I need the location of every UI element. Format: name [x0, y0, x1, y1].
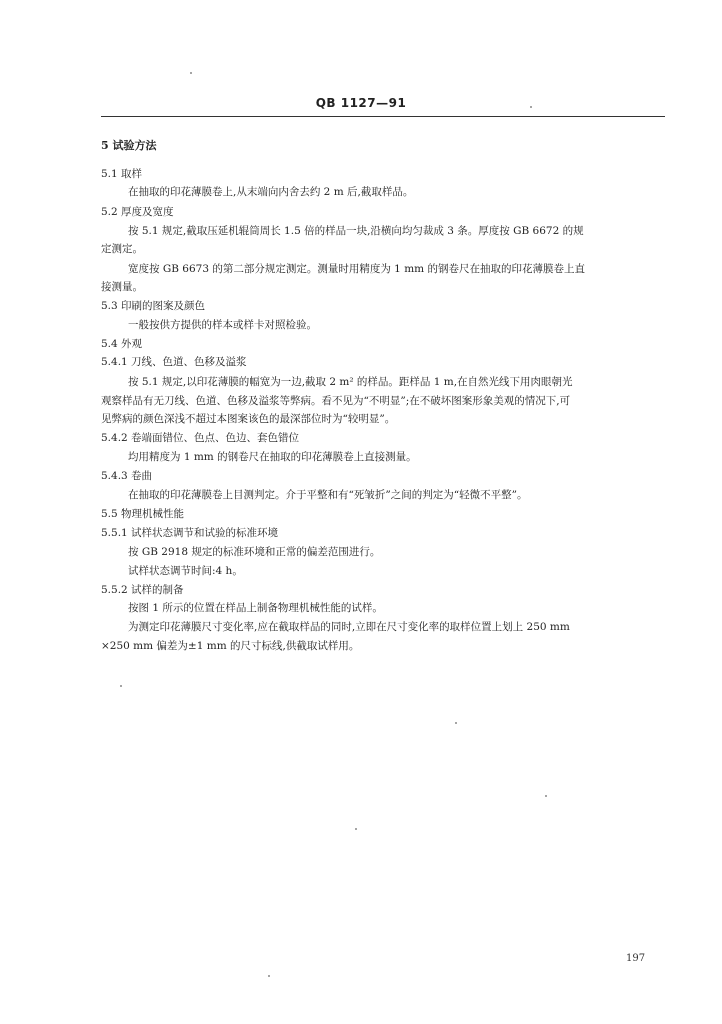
heading-5-5-2: 5.5.2 试样的制备 — [101, 584, 184, 596]
paragraph-line: 在抽取的印花薄膜卷上,从末端向内舍去约 2 m 后,截取样品。 — [128, 186, 414, 198]
paragraph-line: 按 5.1 规定,截取压延机辊筒周长 1.5 倍的样品一块,沿横向均匀裁成 3 条。厚度按 GB 6672 的规 — [128, 225, 584, 237]
paragraph-line: 按 GB 2918 规定的标准环境和正常的偏差范围进行。 — [128, 546, 381, 558]
section-title: 5 试验方法 — [101, 139, 157, 152]
scan-speck — [190, 72, 192, 74]
paragraph-line: 试样状态调节时间:4 h。 — [128, 565, 243, 577]
paragraph-line: 宽度按 GB 6673 的第二部分规定测定。测量时用精度为 1 mm 的钢卷尺在抽取的印花薄膜卷上直 — [128, 263, 585, 275]
paragraph-line: ×250 mm 偏差为±1 mm 的尺寸标线,供截取试样用。 — [101, 640, 360, 652]
paragraph-line: 为测定印花薄膜尺寸变化率,应在截取样品的同时,立即在尺寸变化率的取样位置上划上 250 mm — [128, 621, 570, 633]
heading-5-5: 5.5 物理机械性能 — [101, 508, 185, 520]
heading-5-4-3: 5.4.3 卷曲 — [101, 470, 153, 482]
heading-5-1: 5.1 取样 — [101, 168, 143, 180]
scan-speck — [455, 722, 457, 724]
paragraph-line: 在抽取的印花薄膜卷上目测判定。介于平整和有“死皱折”之间的判定为“轻微不平整”。 — [128, 489, 528, 501]
paragraph-line: 定测定。 — [101, 243, 143, 255]
paragraph-line: 接测量。 — [101, 281, 143, 293]
paragraph-line: 一般按供方提供的样本或样卡对照检验。 — [128, 319, 317, 331]
paragraph-line: 按 5.1 规定,以印花薄膜的幅宽为一边,截取 2 m² 的样品。距样品 1 m,在自然光线下用肉眼朝光 — [128, 376, 573, 388]
heading-5-4: 5.4 外观 — [101, 338, 143, 350]
scan-speck — [120, 685, 122, 687]
heading-5-5-1: 5.5.1 试样状态调节和试验的标准环境 — [101, 527, 279, 539]
scan-speck — [268, 975, 270, 977]
paragraph-line: 均用精度为 1 mm 的钢卷尺在抽取的印花薄膜卷上直接测量。 — [128, 451, 417, 463]
scan-speck — [530, 106, 532, 108]
heading-5-3: 5.3 印刷的图案及颜色 — [101, 300, 206, 312]
page-number: 197 — [626, 953, 646, 964]
scan-speck — [545, 795, 547, 797]
header-rule — [101, 116, 665, 117]
paragraph-line: 见弊病的颜色深浅不超过本图案该色的最深部位时为“较明显”。 — [101, 413, 396, 425]
standard-code: QB 1127—91 — [315, 96, 407, 110]
heading-5-2: 5.2 厚度及宽度 — [101, 206, 174, 218]
heading-5-4-2: 5.4.2 卷端面错位、色点、色边、套色错位 — [101, 432, 300, 444]
paragraph-line: 按图 1 所示的位置在样品上制备物理机械性能的试样。 — [128, 602, 383, 614]
scan-speck — [355, 828, 357, 830]
paragraph-line: 观察样品有无刀线、色道、色移及溢浆等弊病。看不见为“不明显”;在不破坏图案形象美观的情况下,可 — [101, 395, 571, 407]
heading-5-4-1: 5.4.1 刀线、色道、色移及溢浆 — [101, 356, 247, 368]
